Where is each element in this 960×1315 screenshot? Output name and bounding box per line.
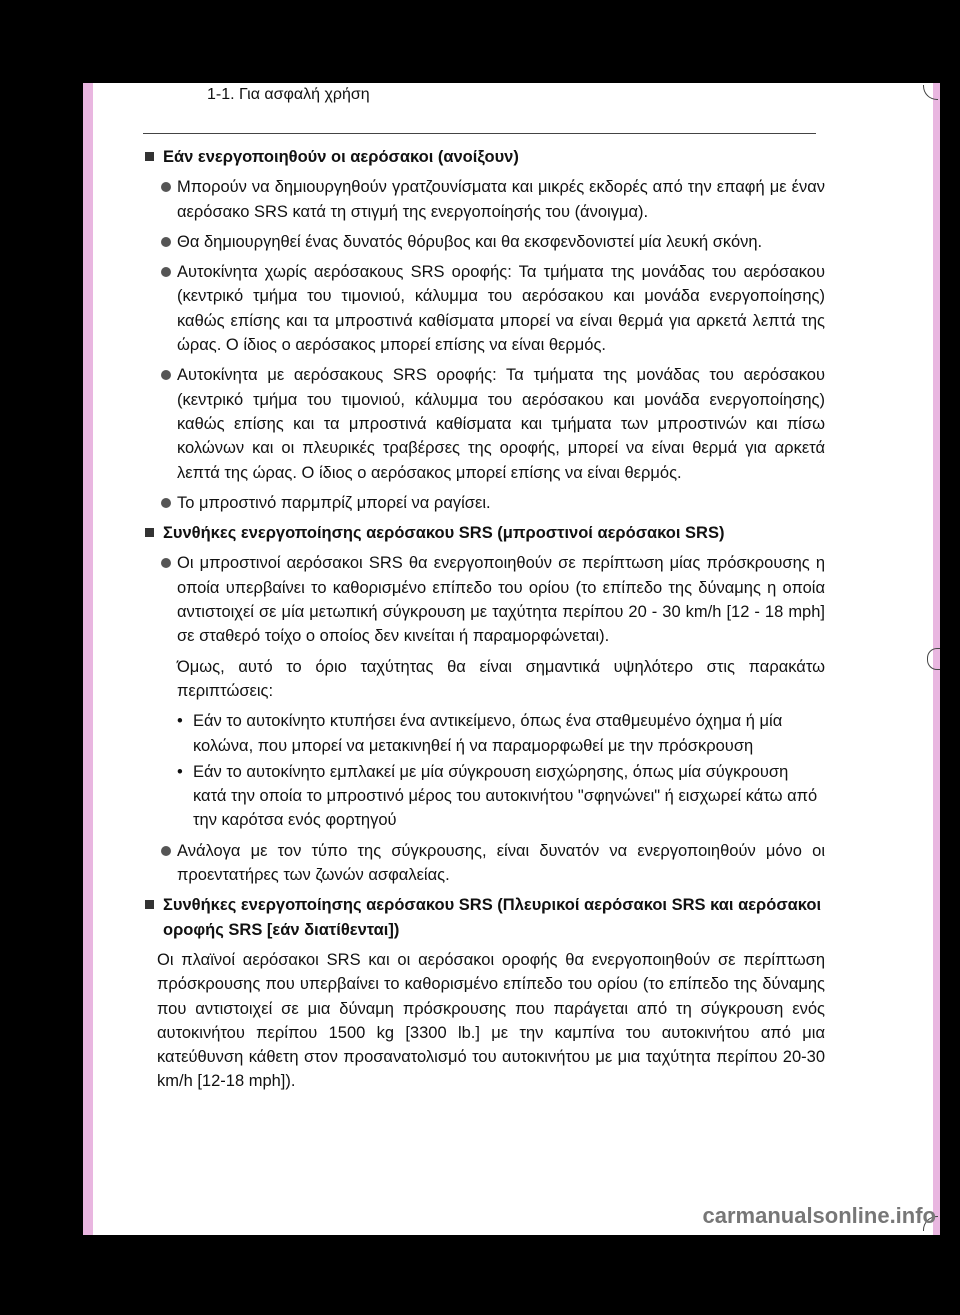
- bullet-text: Οι μπροστινοί αερόσακοι SRS θα ενεργοποιηθούν σε περίπτωση μίας πρόσκρουσης η οποία υπερβαίνει το καθορισμένο επίπεδο του ορίου (το επίπεδο της δύναμης η οποία αντιστοιχεί σε μία μετωπική σύγκρουση με ταχύτητα περίπου 20 - 30 km/h [12 - 18 mph] σε σταθερό τοίχο ο οποίος δεν κινείται ή παραμορφώνεται).: [177, 554, 825, 646]
- sub-list-item: [145, 709, 825, 758]
- bullet-text: Μπορούν να δημιουργηθούν γρατζουνίσματα και μικρές εκδορές από την επαφή με έναν αερόσακο SRS κατά τη στιγμή της ενεργοποίησής του (άνοιγμα).: [177, 178, 825, 221]
- bullet-paragraph: [145, 260, 825, 357]
- sub-list-text: Εάν το αυτοκίνητο κτυπήσει ένα αντικείμενο, όπως ένα σταθμευμένο όχημα ή μία κολώνα, που μπορεί να μετακινηθεί ή να παραμορφωθεί με την πρόσκρουση: [193, 712, 783, 755]
- watermark: carmanualsonline.info: [702, 1203, 936, 1228]
- round-bullet-icon: [161, 370, 171, 380]
- heading-text: Συνθήκες ενεργοποίησης αερόσακου SRS (μπροστινοί αερόσακοι SRS): [163, 524, 725, 543]
- bullet-paragraph: [145, 551, 825, 648]
- body-paragraph: Οι πλαϊνοί αερόσακοι SRS και οι αερόσακοι οροφής θα ενεργοποιηθούν σε περίπτωση πρόσκρουσης που υπερβαίνει το καθορισμένο επίπεδο του ορίου (το επίπεδο της δύναμης που αντιστοιχεί σε μια δύναμη πρόσκρουσης που παράγεται από τη σύγκρουση ενός αυτοκινήτου περίπου 1500 kg [3300 lb.] με την καμπίνα του αυτοκινήτου από μια κατεύθυνση κάθετη στον προσανατολισμό του αυτοκινήτου με μια ταχύτητα περίπου 20-30 km/h [12-18 mph]).: [157, 950, 825, 1091]
- header-rule: [143, 133, 816, 134]
- square-bullet-icon: [145, 152, 154, 161]
- sub-bullet-marker: •: [177, 762, 183, 781]
- registration-mark-top: [923, 85, 938, 100]
- bullet-paragraph: [145, 230, 825, 254]
- section-heading: [145, 145, 825, 169]
- round-bullet-icon: [161, 182, 171, 192]
- body-paragraph: Όμως, αυτό το όριο ταχύτητας θα είναι σημαντικά υψηλότερο στις παρακάτω περιπτώσεις:: [177, 657, 825, 700]
- bullet-text: Θα δημιουργηθεί ένας δυνατός θόρυβος και θα εκσφενδονιστεί μία λευκή σκόνη.: [177, 232, 763, 251]
- round-bullet-icon: [161, 558, 171, 568]
- bullet-text: Αυτοκίνητα με αερόσακους SRS οροφής: Τα τμήματα της μονάδας του αερόσακου (κεντρικό τμήμα του τιμονιού, κάλυμμα του αερόσακου και μονάδα ενεργοποίησης) καθώς επίσης και τα μπροστινά καθίσματα και τμήματα των μπροστινών και πίσω κολώνων και οι πλευρικές τραβέρσες της οροφής, μπορεί να είναι θερμά για αρκετά λεπτά της ώρας. Ο ίδιος ο αερόσακος μπορεί επίσης να είναι θερμός.: [177, 366, 825, 482]
- round-bullet-icon: [161, 267, 171, 277]
- section-heading: [145, 893, 825, 942]
- left-margin-bar: [83, 83, 93, 1235]
- bullet-paragraph: [145, 363, 825, 484]
- bullet-paragraph: [145, 175, 825, 224]
- heading-text: Εάν ενεργοποιηθούν οι αερόσακοι (ανοίξουν): [163, 148, 519, 166]
- bullet-text: Αυτοκίνητα χωρίς αερόσακους SRS οροφής: Τα τμήματα της μονάδας του αερόσακου (κεντρικό τμήμα του τιμονιού, κάλυμμα του αερόσακου και μονάδα ενεργοποίησης) καθώς επίσης και τα μπροστινά καθίσματα μπορεί να είναι θερμά για αρκετά λεπτά της ώρας. Ο ίδιος ο αερόσακος μπορεί επίσης να είναι θερμός.: [177, 263, 825, 355]
- sub-bullet-marker: •: [177, 712, 183, 731]
- bullet-paragraph: [145, 491, 825, 515]
- round-bullet-icon: [161, 498, 171, 508]
- bullet-paragraph: [145, 839, 825, 888]
- sub-list-text: Εάν το αυτοκίνητο εμπλακεί με μία σύγκρουση εισχώρησης, όπως μία σύγκρουση κατά την οποία το μπροστινό μέρος του αυτοκινήτου "σφηνώνει" ή εισχωρεί κάτω από την καρότσα ενός φορτηγού: [193, 762, 818, 830]
- sub-list-item: [145, 760, 825, 833]
- square-bullet-icon: [145, 528, 154, 537]
- heading-text: Συνθήκες ενεργοποίησης αερόσακου SRS (Πλευρικοί αερόσακοι SRS και αερόσακοι οροφής SRS [εάν διατίθενται]): [163, 896, 822, 939]
- round-bullet-icon: [161, 846, 171, 856]
- page-content: [145, 143, 825, 1100]
- bullet-text: Το μπροστινό παρμπρίζ μπορεί να ραγίσει.: [177, 493, 491, 512]
- bullet-text: Ανάλογα με τον τύπο της σύγκρουσης, είναι δυνατόν να ενεργοποιηθούν μόνο οι προεντατήρες των ζωνών ασφαλείας.: [177, 841, 825, 885]
- registration-mark-middle: [927, 648, 940, 670]
- square-bullet-icon: [145, 900, 154, 909]
- section-header: 1-1. Για ασφαλή χρήση: [207, 86, 370, 103]
- section-heading: [145, 521, 825, 545]
- round-bullet-icon: [161, 237, 171, 247]
- manual-page: [83, 83, 940, 1235]
